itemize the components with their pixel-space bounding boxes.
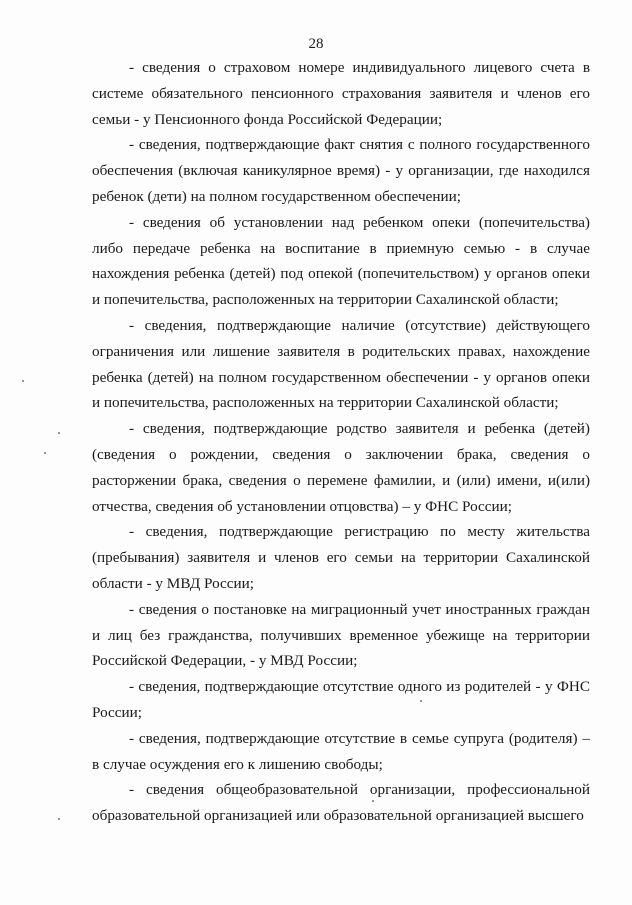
paragraph-snils: - сведения о страховом номере индивидуального лицевого счета в системе обязательного пенсионного страхования заявителя и членов его семьи - у Пенсионного фонда Российской Федерации; bbox=[92, 59, 590, 128]
page-number: 28 bbox=[308, 36, 324, 52]
paragraph-kinship: - сведения, подтверждающие родство заявителя и ребенка (детей) (сведения о рождении, сведения о заключении брака, сведения о расторжении брака, сведения о перемене фамилии, и (или) имени, и(или) отчества, сведения об установлении отцовства) – у ФНС России; bbox=[92, 420, 590, 515]
paragraph-education: - сведения общеобразовательной организации, профессиональной образовательной организацией или образовательной организацией высшего bbox=[92, 781, 590, 825]
scan-speck bbox=[58, 818, 60, 820]
paragraph-registration: - сведения, подтверждающие регистрацию по месту жительства (пребывания) заявителя и членов его семьи на территории Сахалинской области - у МВД России; bbox=[92, 523, 590, 592]
scan-speck bbox=[22, 380, 24, 382]
paragraph-absent-parent: - сведения, подтверждающие отсутствие одного из родителей - у ФНС России; bbox=[92, 678, 590, 721]
scan-speck bbox=[372, 800, 374, 802]
paragraph-parental-rights: - сведения, подтверждающие наличие (отсутствие) действующего ограничения или лишение заявителя в родительских правах, нахождение ребенка (детей) на полном государственном обеспечении - у органов опеки и попечительства, расположенных на территории Сахалинской области; bbox=[92, 316, 590, 412]
document-body bbox=[92, 55, 590, 829]
paragraph-imprisonment: - сведения, подтверждающие отсутствие в семье супруга (родителя) – в случае осуждения его к лишению свободы; bbox=[92, 729, 590, 773]
scan-speck bbox=[420, 700, 422, 702]
paragraph-guardianship: - сведения об установлении над ребенком опеки (попечительства) либо передаче ребенка на воспитание в приемную семью - в случае нахождения ребенка (детей) под опекой (попечительством) у органов опеки и попечительства, расположенных на территории Сахалинской области; bbox=[92, 213, 590, 309]
paragraph-state-support-removal: - сведения, подтверждающие факт снятия с полного государственного обеспечения (включая каникулярное время) - у организации, где находился ребенок (дети) на полном государственном обеспечении; bbox=[92, 136, 590, 205]
paragraph-migration: - сведения о постановке на миграционный учет иностранных граждан и лиц без гражданства, получивших временное убежище на территории Российской Федерации, - у МВД России; bbox=[92, 600, 590, 670]
scan-speck bbox=[58, 432, 60, 434]
scan-speck bbox=[44, 452, 46, 454]
